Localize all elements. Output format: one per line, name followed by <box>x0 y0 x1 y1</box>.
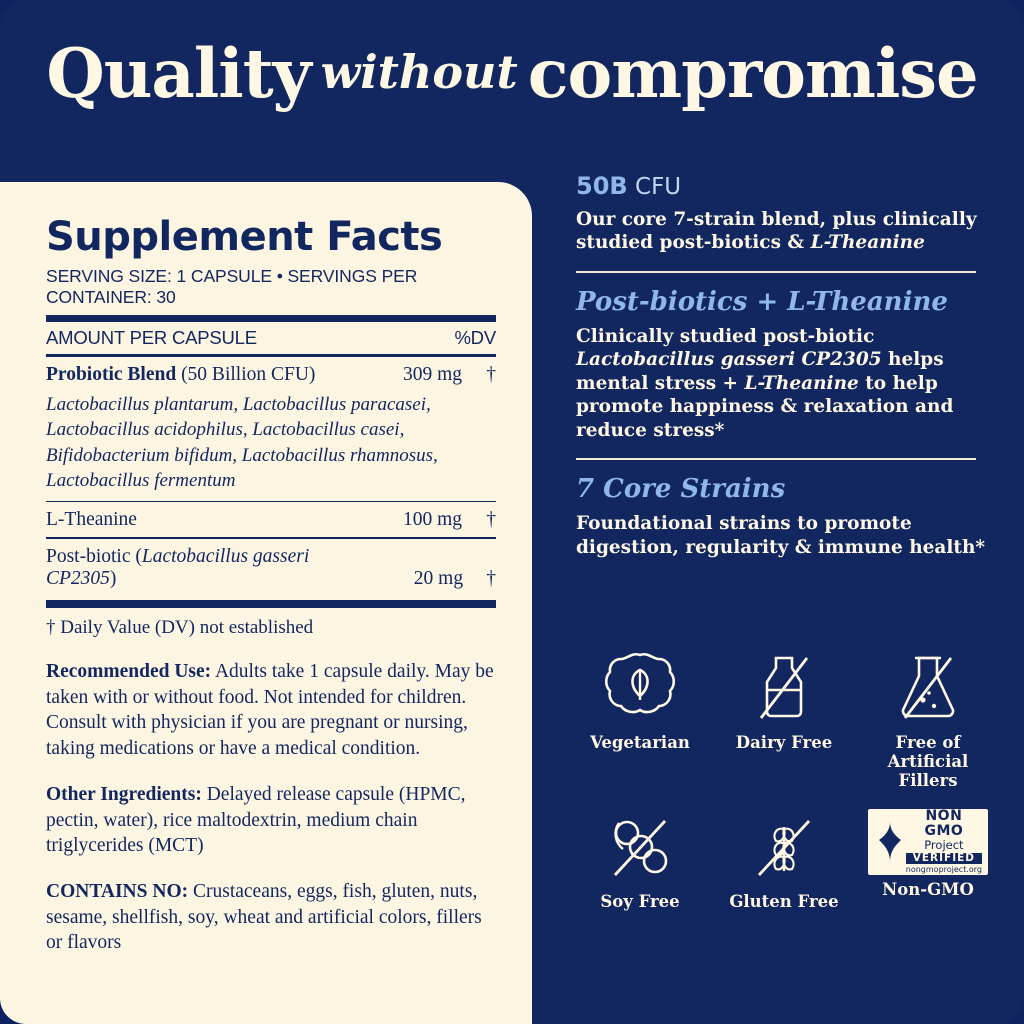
headline-word-1: Quality <box>46 34 311 113</box>
contains-no-label: CONTAINS NO: <box>46 880 189 902</box>
divider-thick-bottom <box>46 600 496 608</box>
row-amount: 309 mg <box>402 364 462 385</box>
milk-bottle-crossed-icon <box>743 650 825 728</box>
recommended-use-text: Adults take 1 capsule daily. May be taken with or without food. Not intended for children. Consult with physician if you are pregnant or nursing, taking medications or have a medical condition. <box>46 660 494 760</box>
row-dv: † <box>486 509 496 531</box>
other-ingredients-paragraph <box>46 782 496 859</box>
recommended-use-paragraph <box>46 659 496 762</box>
contains-no-paragraph <box>46 879 496 956</box>
butterfly-leaf-icon <box>875 820 905 864</box>
soybean-crossed-icon <box>599 809 681 887</box>
row-dv: † <box>486 364 496 385</box>
badge-free-artificial-fillers <box>856 650 1000 791</box>
non-gmo-project-text: Project <box>924 837 964 852</box>
flask-crossed-icon <box>887 650 969 728</box>
leaf-icon <box>599 650 681 728</box>
feature-cfu-body <box>576 208 986 255</box>
certification-badges <box>568 650 1000 912</box>
headline-word-2: without <box>320 45 518 99</box>
supplement-facts-title: Supplement Facts <box>46 214 443 260</box>
supplement-facts-card <box>0 182 532 1024</box>
badge-dairy-free-label: Dairy Free <box>735 733 833 752</box>
badge-vegetarian <box>568 650 712 791</box>
feature-postbiotics-body-3: to help promote happiness & relaxation and reduce stress* <box>576 372 954 441</box>
badge-free-artificial-fillers-label: Free of Artificial Fillers <box>887 733 969 790</box>
wheat-crossed-icon <box>743 809 825 887</box>
badge-non-gmo <box>856 809 1000 912</box>
recommended-use-label: Recommended Use: <box>46 660 212 682</box>
feature-divider-2 <box>576 458 976 460</box>
feature-divider-1 <box>576 271 976 273</box>
badge-gluten-free <box>712 809 856 912</box>
feature-postbiotics-strain: Lactobacillus gasseri CP2305 <box>576 349 882 371</box>
strain-list: Lactobacillus plantarum, Lactobacillus paracasei, Lactobacillus acidophilus, Lactobacillus casei, Bifidobacterium bifidum, Lactobacillus rhamnosus, Lactobacillus fermentum <box>46 394 438 491</box>
non-gmo-non-text: NON <box>925 808 963 825</box>
feature-cfu <box>576 172 986 255</box>
feature-core-strains-body: Foundational strains to promote digestion, regularity & immune health* <box>576 513 986 558</box>
contains-no-text: Crustaceans, eggs, fish, gluten, nuts, sesame, shellfish, soy, wheat and artificial colors, fillers or flavors <box>46 880 482 954</box>
feature-cfu-title-main: 50B <box>576 172 628 200</box>
non-gmo-butterfly-icon <box>874 820 906 864</box>
amount-header-label: AMOUNT PER CAPSULE <box>46 327 257 348</box>
other-ingredients-text: Delayed release capsule (HPMC, pectin, water), rice maltodextrin, medium chain triglycerides (MCT) <box>46 783 466 857</box>
table-row <box>46 502 496 537</box>
feature-postbiotics <box>576 287 986 442</box>
serving-size-text: SERVING SIZE: 1 CAPSULE • SERVINGS PER CONTAINER: 30 <box>46 266 418 307</box>
headline-word-3: compromise <box>527 34 978 113</box>
feature-list <box>576 172 986 559</box>
table-row <box>46 539 496 596</box>
row-name: L-Theanine <box>46 509 137 531</box>
row-name <box>46 364 370 386</box>
non-gmo-gmo-text: GMO <box>924 823 964 840</box>
feature-cfu-title <box>576 172 986 200</box>
row-amount: 100 mg <box>402 509 462 531</box>
row-name-rest: (50 Billion CFU) <box>176 364 316 385</box>
badge-dairy-free <box>712 650 856 791</box>
feature-postbiotics-theanine: L-Theanine <box>744 372 859 394</box>
dv-header-label: %DV <box>454 327 496 348</box>
row-amount: 20 mg <box>413 567 464 589</box>
badge-vegetarian-label: Vegetarian <box>590 733 690 752</box>
row-name: Post-biotic (Lactobacillus gasseri CP2305) <box>46 545 310 589</box>
divider-thick-top <box>46 315 496 322</box>
feature-cfu-body-italic: L-Theanine <box>810 232 925 254</box>
row-dv: † <box>486 567 497 589</box>
feature-postbiotics-title: Post-biotics + L-Theanine <box>576 286 948 317</box>
non-gmo-url-text: nongmoproject.org <box>905 864 982 874</box>
row-name-bold: Probiotic Blend <box>46 364 177 385</box>
table-row <box>46 357 496 392</box>
feature-postbiotics-body-2: helps mental stress + <box>576 349 944 394</box>
daily-value-footnote: † Daily Value (DV) not established <box>46 616 314 638</box>
badge-non-gmo-label: Non-GMO <box>882 879 974 899</box>
feature-core-strains <box>576 474 986 559</box>
feature-postbiotics-body <box>576 325 986 442</box>
page-title <box>0 34 1024 113</box>
badge-gluten-free-label: Gluten Free <box>729 891 839 911</box>
badge-soy-free-label: Soy Free <box>600 891 680 911</box>
non-gmo-verified-text: VERIFIED <box>906 853 982 864</box>
amount-per-capsule-header <box>46 322 496 354</box>
badge-soy-free <box>568 809 712 912</box>
feature-cfu-title-sub: CFU <box>627 174 682 200</box>
non-gmo-verified-icon <box>868 809 988 875</box>
other-ingredients-label: Other Ingredients: <box>46 783 202 805</box>
feature-core-strains-title: 7 Core Strains <box>576 474 786 505</box>
feature-postbiotics-body-1: Clinically studied post-biotic <box>576 325 875 347</box>
feature-cfu-body-plain: Our core 7-strain blend, plus clinically studied post-biotics & <box>576 209 977 254</box>
